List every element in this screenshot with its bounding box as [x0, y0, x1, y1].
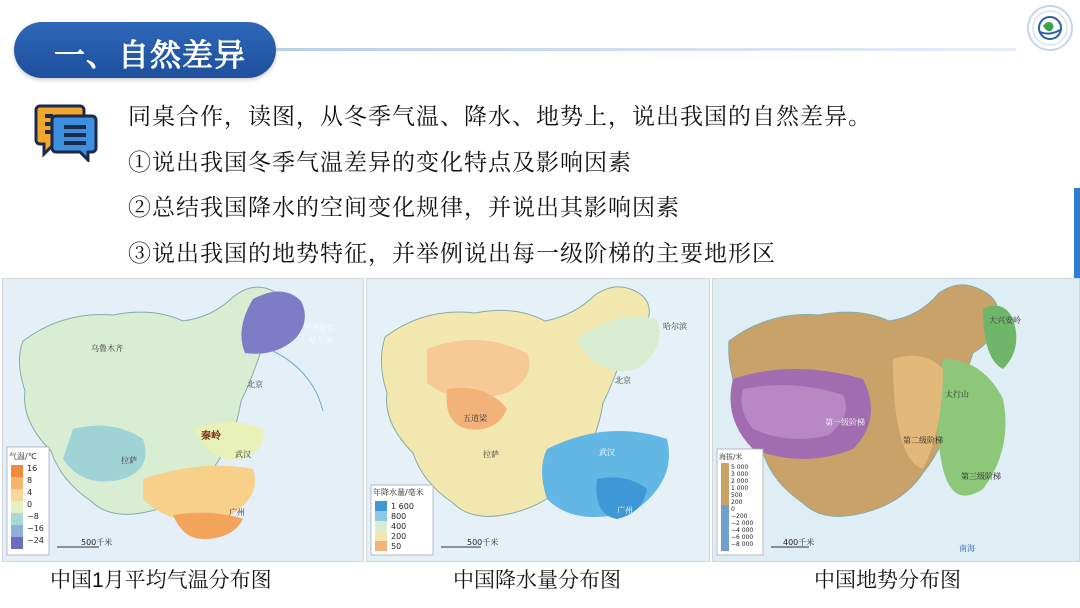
terrain-legend-value: 2 000: [731, 478, 749, 485]
precipitation-legend: [371, 485, 433, 555]
temperature-legend: [7, 447, 49, 555]
terrain-step-label: 第一级阶梯: [825, 418, 865, 427]
city-label: 武汉: [235, 450, 251, 459]
section-title: 一、自然差异: [54, 38, 246, 74]
terrain-legend-value: 500: [731, 492, 743, 499]
precipitation-legend-value: 800: [391, 512, 407, 521]
instruction-item-2: ②总结我国降水的空间变化规律，并说出其影响因素: [128, 195, 680, 221]
discussion-icon: [34, 100, 100, 162]
terrain-legend-value: −200: [731, 513, 748, 520]
terrain-legend-value: −2 000: [731, 520, 754, 527]
maps-row: [0, 278, 1080, 560]
precipitation-legend-title: 年降水量/毫米: [373, 488, 424, 497]
temperature-legend-value: −8: [27, 512, 39, 521]
city-label: 武汉: [599, 448, 615, 457]
precipitation-legend-value: 400: [391, 522, 407, 531]
city-label: 齐齐哈尔: [303, 324, 335, 333]
city-label: 北京: [615, 376, 631, 385]
instruction-item-1: ①说出我国冬季气温差异的变化特点及影响因素: [128, 150, 632, 176]
precipitation-legend-value: 200: [391, 532, 407, 541]
mountain-label: 秦岭: [201, 431, 221, 442]
temperature-map-caption: 中国1月平均气温分布图: [50, 569, 272, 592]
terrain-legend-title: 海拔/米: [719, 453, 743, 461]
city-label: 广州: [229, 508, 245, 517]
city-label: 哈尔滨: [309, 336, 333, 345]
temperature-legend-value: 4: [27, 488, 33, 497]
precipitation-map-caption: 中国降水量分布图: [453, 569, 621, 592]
terrain-legend-value: −6 000: [731, 534, 754, 541]
globe-logo-icon: [1026, 4, 1074, 52]
header-divider: [276, 48, 1016, 51]
terrain-step-label: 第三级阶梯: [961, 472, 1001, 481]
city-label: 乌鲁木齐: [91, 344, 123, 353]
city-label: 哈尔滨: [663, 322, 687, 331]
temperature-legend-value: 16: [27, 464, 38, 473]
precipitation-legend-value: 1 600: [391, 502, 414, 511]
terrain-map-caption: 中国地势分布图: [814, 569, 961, 592]
terrain-legend-value: 1 000: [731, 485, 749, 492]
city-label: 拉萨: [483, 450, 499, 459]
city-label: 北京: [247, 380, 263, 389]
terrain-step-label: 第二级阶梯: [903, 436, 943, 445]
instruction-intro: 同桌合作，读图，从冬季气温、降水、地势上，说出我国的自然差异。: [128, 104, 872, 130]
city-label: 广州: [617, 506, 633, 515]
precipitation-legend-value: 50: [391, 542, 402, 551]
city-label: 五道梁: [463, 414, 487, 423]
terrain-legend-value: 3 000: [731, 471, 749, 478]
map-scale-label: 500千米: [81, 538, 113, 547]
mountain-label: 大兴安岭: [989, 316, 1021, 325]
terrain-legend-value: −8 000: [731, 541, 754, 548]
section-title-banner: [14, 22, 276, 78]
terrain-legend: [717, 449, 763, 555]
map-scale-label: 500千米: [467, 538, 499, 547]
temperature-map: [2, 278, 364, 562]
city-label: 拉萨: [121, 456, 137, 465]
temperature-legend-value: −16: [27, 524, 44, 533]
temperature-legend-title: 气温/℃: [9, 452, 37, 461]
terrain-legend-value: 5 000: [731, 464, 749, 471]
precipitation-map: [366, 278, 710, 562]
temperature-legend-value: 0: [27, 500, 33, 509]
temperature-legend-value: −24: [27, 536, 44, 545]
terrain-legend-value: −4 000: [731, 527, 754, 534]
sea-label: 南海: [959, 544, 975, 553]
temperature-legend-value: 8: [27, 476, 33, 485]
map-scale-label: 400千米: [783, 538, 815, 547]
terrain-legend-value: 0: [731, 506, 735, 513]
terrain-map: [712, 278, 1080, 562]
instruction-item-3: ③说出我国的地势特征，并举例说出每一级阶梯的主要地形区: [128, 241, 776, 267]
terrain-legend-value: 200: [731, 499, 743, 506]
mountain-label: 太行山: [945, 390, 969, 399]
